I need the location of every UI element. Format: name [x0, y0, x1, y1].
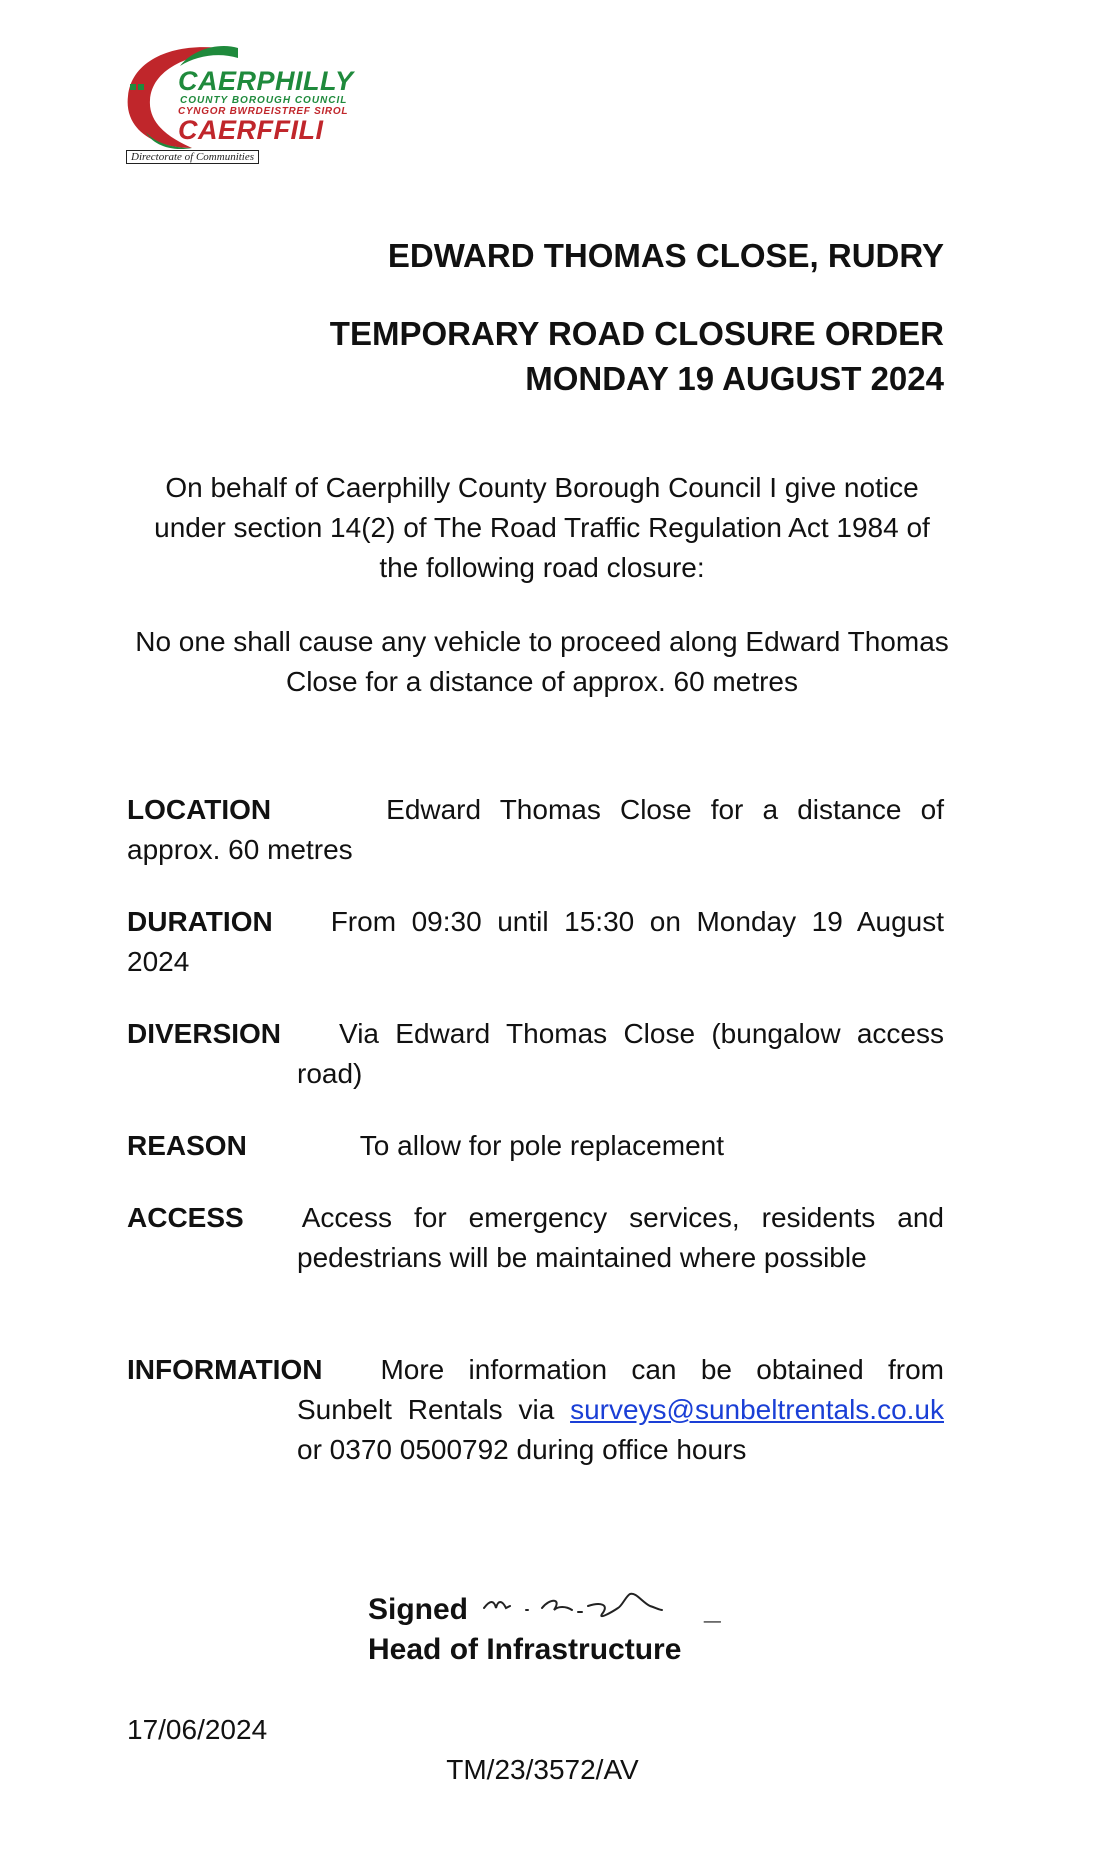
- handwritten-signature-icon: [480, 1586, 680, 1630]
- order-title: TEMPORARY ROAD CLOSURE ORDER: [329, 315, 944, 352]
- information-text-before: More information can be obtained from Sunbelt Rentals via: [297, 1354, 944, 1425]
- order-date: MONDAY 19 AUGUST 2024: [525, 360, 944, 397]
- directorate-label: Directorate of Communities: [126, 150, 259, 164]
- duration-label: DURATION: [127, 906, 273, 937]
- diversion-text: Via Edward Thomas Close (bungalow access road): [297, 1018, 944, 1089]
- logo-county-text: COUNTY BOROUGH COUNCIL: [180, 95, 348, 106]
- access-label: ACCESS: [127, 1202, 244, 1233]
- access-row: [127, 1198, 944, 1278]
- reason-text: To allow for pole replacement: [359, 1130, 724, 1161]
- notice-paragraph: On behalf of Caerphilly County Borough Council I give notice under section 14(2) of The Road Traffic Regulation Act 1984 of the following road closure:: [154, 472, 930, 583]
- duration-row: [127, 902, 944, 982]
- information-label: INFORMATION: [127, 1354, 323, 1385]
- restriction-paragraph: No one shall cause any vehicle to proceed along Edward Thomas Close for a distance of approx. 60 metres: [135, 626, 949, 697]
- email-link[interactable]: surveys@sunbeltrentals.co.uk: [570, 1394, 944, 1425]
- location-text: Edward Thomas Close for a distance of approx. 60 metres: [127, 794, 944, 865]
- access-text: Access for emergency services, residents and pedestrians will be maintained where possible: [297, 1202, 944, 1273]
- diversion-row: [127, 1014, 944, 1094]
- issue-date: 17/06/2024: [127, 1714, 268, 1745]
- road-title: EDWARD THOMAS CLOSE, RUDRY: [387, 237, 944, 274]
- signature-block: [368, 1590, 721, 1670]
- location-label: LOCATION: [127, 794, 272, 825]
- information-text-after: or 0370 0500792 during office hours: [297, 1434, 747, 1465]
- reference-number: TM/23/3572/AV: [446, 1754, 639, 1785]
- council-logo: [122, 44, 412, 168]
- logo-caerphilly-text: CAERPHILLY: [178, 66, 354, 96]
- signed-label: Signed: [368, 1593, 469, 1626]
- logo-caerffili-text: CAERFFILI: [178, 115, 324, 145]
- information-row: [127, 1350, 944, 1470]
- reason-label: REASON: [127, 1130, 247, 1161]
- duration-text: From 09:30 until 15:30 on Monday 19 August 2024: [127, 906, 944, 977]
- signature-trail: _: [704, 1593, 721, 1626]
- diversion-label: DIVERSION: [127, 1018, 282, 1049]
- logo-cyngor-text: CYNGOR BWRDEISTREF SIROL: [178, 106, 349, 117]
- location-row: [127, 790, 944, 870]
- reason-row: [127, 1126, 944, 1166]
- signatory-title: Head of Infrastructure: [368, 1633, 682, 1666]
